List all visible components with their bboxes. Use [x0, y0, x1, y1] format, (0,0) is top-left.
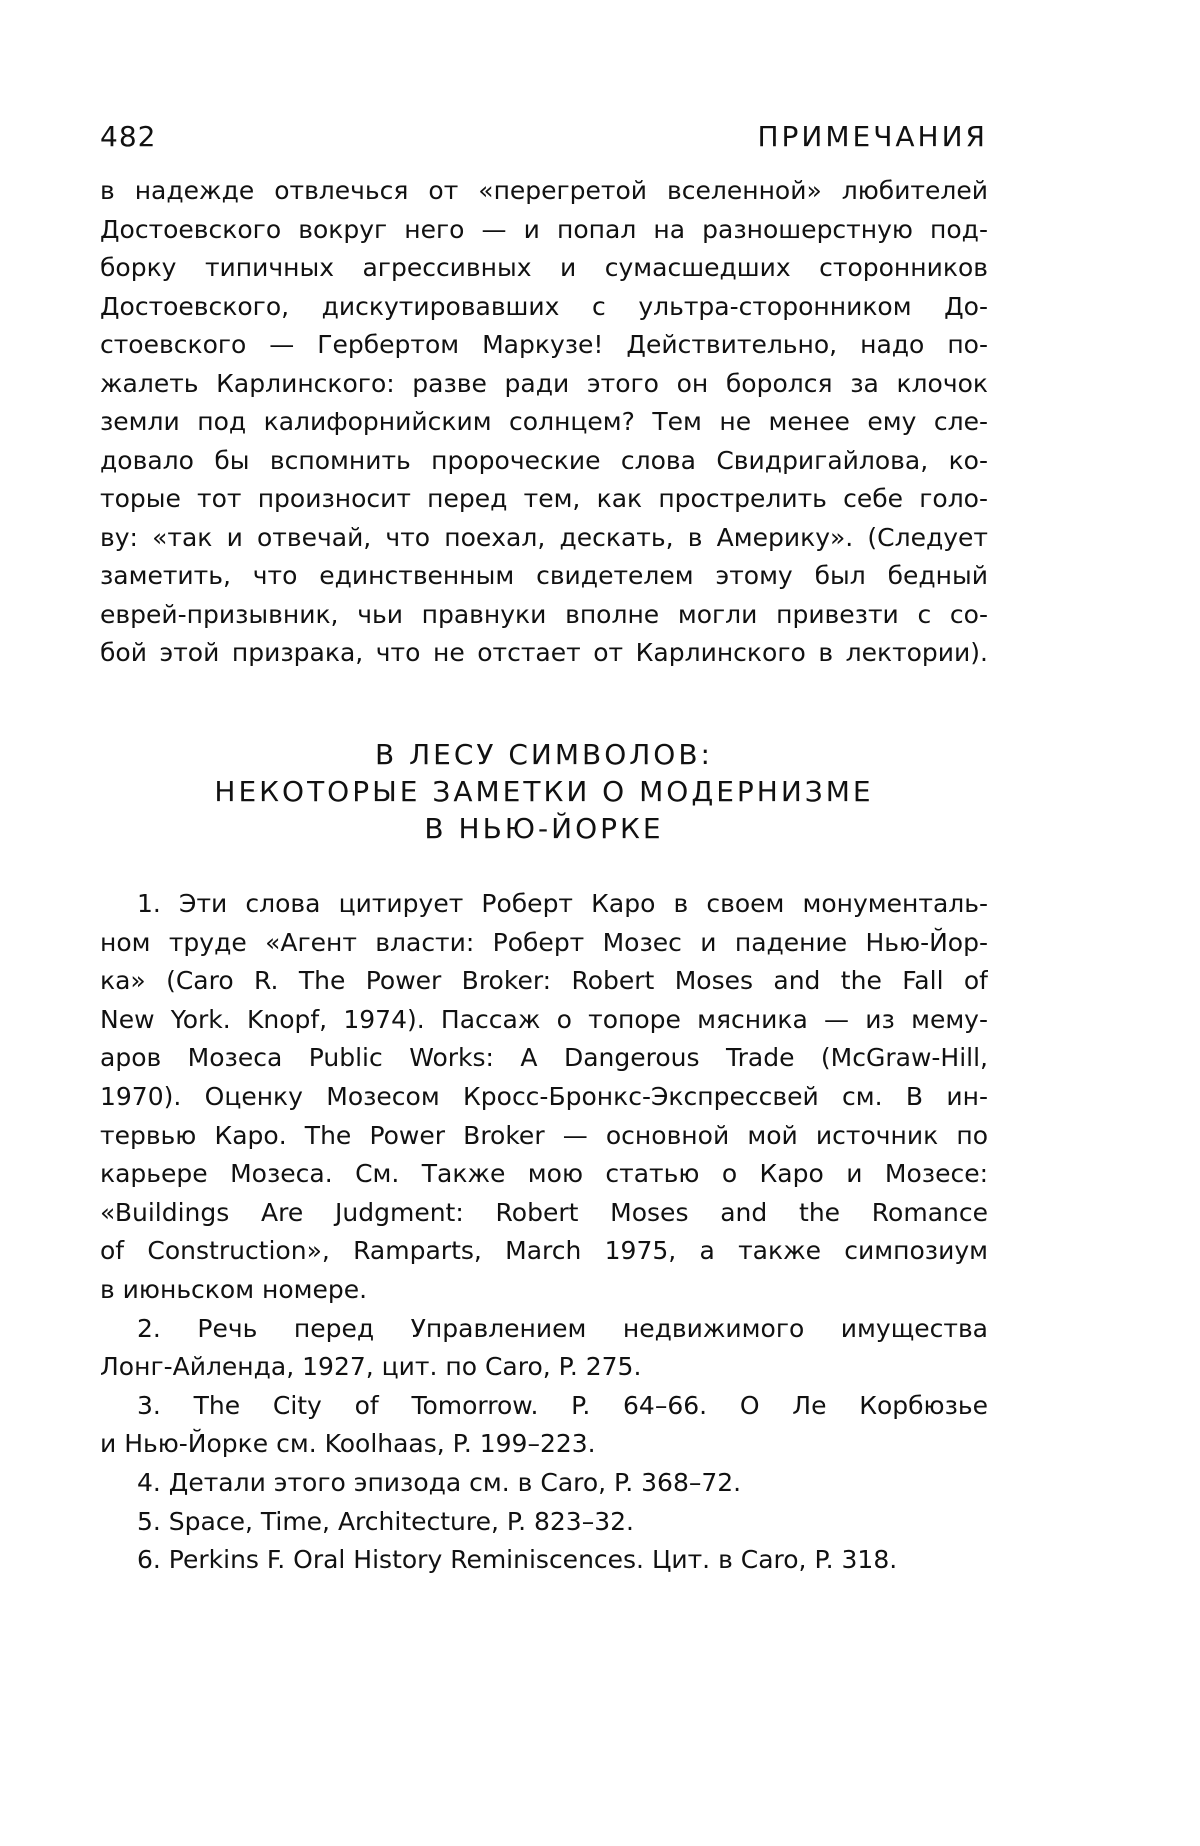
section-heading-line: НЕКОТОРЫЕ ЗАМЕТКИ О МОДЕРНИЗМЕ [214, 775, 874, 808]
notes-list [100, 885, 988, 1580]
note-1-line: 1. Эти слова цитирует Роберт Каро в своем монументаль- [137, 889, 988, 918]
note-1-line: в июньском номере. [100, 1274, 368, 1304]
text-line: торые тот произносит перед тем, как прострелить себе голо- [100, 484, 988, 513]
section-heading-line: В НЬЮ-ЙОРКЕ [424, 812, 664, 845]
page-number: 482 [100, 120, 157, 153]
running-head [100, 120, 988, 160]
text-line: жалеть Карлинского: разве ради этого он боролся за клочок [100, 368, 988, 398]
note-1-line: ка» (Caro R. The Power Broker: Robert Moses and the Fall of [100, 966, 988, 996]
note-3-line: 3. The City of Tomorrow. P. 64–66. О Ле Корбюзье [137, 1390, 988, 1420]
note-1-line: тервью Каро. The Power Broker — основной мой источник по [100, 1120, 988, 1150]
text-line: стоевского — Гербертом Маркузе! Действительно, надо по- [100, 330, 988, 359]
note-1-line: аров Мозеса Public Works: A Dangerous Trade (McGraw-Hill, [100, 1043, 988, 1073]
note-1-line: of Construction», Ramparts, March 1975, а также симпозиум [100, 1236, 988, 1266]
text-line: бой этой призрака, что не отстает от Карлинского в лектории). [100, 638, 988, 667]
note-5-line: 5. Space, Time, Architecture, P. 823–32. [137, 1506, 634, 1536]
continuation-paragraph [100, 172, 988, 673]
text-line: борку типичных агрессивных и сумасшедших сторонников [100, 253, 988, 282]
text-line: Достоевского вокруг него — и попал на разношерстную под- [100, 214, 988, 244]
text-line: в надежде отвлечься от «перегретой вселенной» любителей [100, 176, 988, 205]
note-1-line: ном труде «Агент власти: Роберт Мозес и падение Нью-Йор- [100, 927, 988, 957]
running-title: ПРИМЕЧАНИЯ [757, 120, 988, 153]
text-line: довало бы вспомнить пророческие слова Свидригайлова, ко- [100, 445, 988, 475]
note-1-line: карьере Мозеса. См. Также мою статью о Каро и Мозесе: [100, 1159, 988, 1189]
section-heading-line: В ЛЕСУ СИМВОЛОВ: [374, 738, 713, 771]
section-heading [100, 736, 988, 847]
book-page [100, 0, 988, 1846]
note-4-line: 4. Детали этого эпизода см. в Caro, P. 368–72. [137, 1467, 742, 1497]
text-line: земли под калифорнийским солнцем? Тем не менее ему сле- [100, 407, 988, 436]
note-2-line: Лонг-Айленда, 1927, цит. по Caro, P. 275. [100, 1352, 642, 1382]
text-line: Достоевского, дискутировавших с ультра-сторонником До- [100, 291, 988, 321]
note-2-line: 2. Речь перед Управлением недвижимого имущества [137, 1313, 988, 1343]
note-1-line: New York. Knopf, 1974). Пассаж о топоре мясника — из мему- [100, 1004, 988, 1034]
text-line: еврей-призывник, чьи правнуки вполне могли привезти с со- [100, 599, 988, 629]
text-line: ву: «так и отвечай, что поехал, дескать, в Америку». (Следует [100, 522, 988, 552]
note-3-line: и Нью-Йорке см. Koolhaas, P. 199–223. [100, 1429, 596, 1459]
note-6-line: 6. Perkins F. Oral History Reminiscences. Цит. в Caro, P. 318. [137, 1545, 898, 1575]
note-1-line: 1970). Оценку Мозесом Кросс-Бронкс-Экспрессвей см. В ин- [100, 1081, 988, 1111]
note-1-line: «Buildings Are Judgment: Robert Moses and the Romance [100, 1197, 988, 1227]
text-line: заметить, что единственным свидетелем этому был бедный [100, 561, 988, 590]
